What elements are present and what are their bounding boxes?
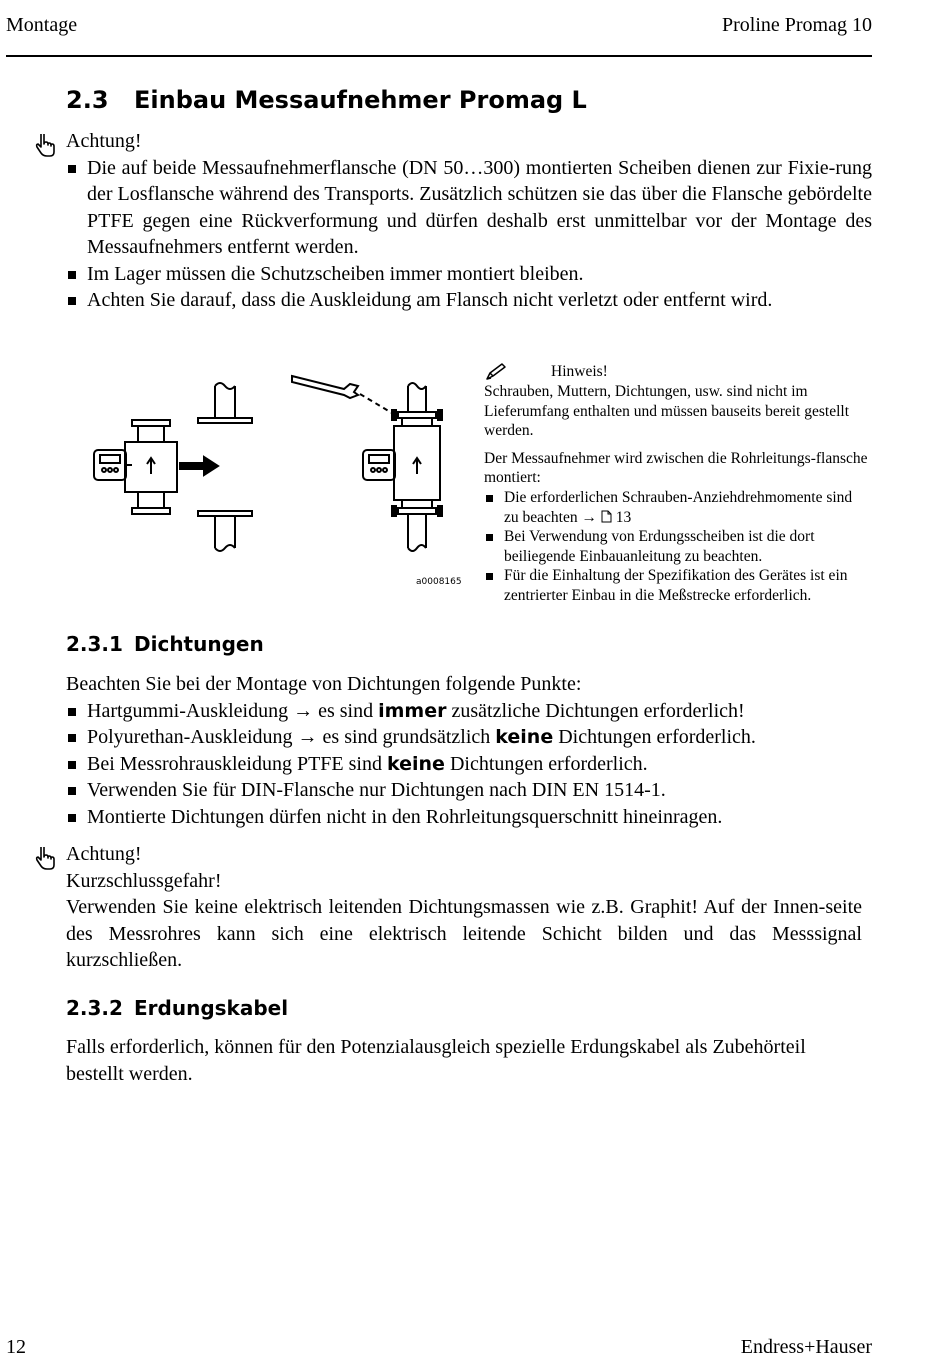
list-item-text: Dichtungen erforderlich. — [444, 752, 648, 775]
caution-block-2 — [66, 841, 862, 974]
section-number: 2.3 — [66, 86, 109, 114]
section-title: Erdungskabel — [134, 996, 289, 1020]
section-heading-2-3-2 — [66, 996, 288, 1020]
list-item-text: zusätzliche Dichtungen erforderlich! — [446, 699, 745, 722]
list-item-text: Bei Messrohrauskleidung PTFE sind — [87, 752, 387, 775]
note-label: Hinweis! — [551, 363, 608, 380]
pencil-icon — [485, 363, 509, 381]
footer-brand: Endress+Hauser — [740, 1336, 872, 1358]
caution-hand-icon — [35, 847, 57, 871]
caution-block-1 — [66, 128, 872, 314]
installation-figure — [80, 368, 470, 593]
page-icon — [601, 510, 612, 523]
caution-bullet-list — [66, 155, 872, 314]
caution-label: Achtung! — [66, 130, 142, 152]
section-number: 2.3.2 — [66, 996, 123, 1020]
list-item: Die auf beide Messaufnehmerflansche (DN 50…300) montierten Scheiben dienen zur Fixie-rung der Losflansche während des Transports. Zusätzlich schützen sie das über die Flansche gebördelte PTFE gegen eine Rückverformung und dürfen deshalb erst unmittelbar vor der Montage des Messaufnehmers entfernt werden. — [66, 155, 872, 261]
grounding-text: Falls erforderlich, können für den Potenzialausgleich spezielle Erdungskabel als Zubehörteil bestellt werden. — [66, 1036, 806, 1085]
emphasis: keine — [495, 726, 554, 748]
header-rule — [6, 55, 872, 57]
caution-subtitle: Kurzschlussgefahr! — [66, 869, 222, 892]
caution-hand-icon — [35, 134, 57, 158]
seals-block — [66, 671, 872, 830]
list-item-text: Die erforderlichen Schrauben-Anziehdrehmomente sind zu beachten — [504, 488, 853, 526]
arrow-icon: → — [581, 508, 597, 526]
caution-label: Achtung! — [66, 843, 142, 865]
section-title: Dichtungen — [134, 632, 264, 656]
list-item: Bei Verwendung von Erdungsscheiben ist die dort beiliegende Einbauanleitung zu beachten. — [484, 527, 870, 566]
list-item — [66, 698, 872, 725]
note-block — [484, 362, 870, 606]
list-item — [66, 724, 872, 751]
list-item-text: Hartgummi-Auskleidung → es sind — [87, 699, 379, 722]
running-header-product: Proline Promag 10 — [722, 14, 872, 36]
figure-id: a0008165 — [416, 577, 462, 587]
list-item: Achten Sie darauf, dass die Auskleidung am Flansch nicht verletzt oder entfernt wird. — [66, 287, 872, 314]
note-text: Schrauben, Muttern, Dichtungen, usw. sind nicht im Lieferumfang enthalten und müssen bauseits bereit gestellt werden. — [484, 383, 849, 440]
section-number: 2.3.1 — [66, 632, 123, 656]
list-item: Im Lager müssen die Schutzscheiben immer montiert bleiben. — [66, 261, 872, 288]
list-item: Für die Einhaltung der Spezifikation des Gerätes ist ein zentrierter Einbau in die Meßstrecke erforderlich. — [484, 566, 870, 605]
caution-text: Verwenden Sie keine elektrisch leitenden Dichtungsmassen wie z.B. Graphit! Auf der Innen-seite des Messrohres kann sich eine elektrisch leitende Schicht bilden und das Messsignal kurzschließen. — [66, 896, 862, 971]
page-number: 12 — [6, 1336, 26, 1358]
list-item-text: Dichtungen erforderlich. — [553, 726, 756, 748]
seals-intro: Beachten Sie bei der Montage von Dichtungen folgende Punkte: — [66, 673, 582, 695]
emphasis: immer — [378, 699, 447, 722]
list-item: Montierte Dichtungen dürfen nicht in den Rohrleitungsquerschnitt hineinragen. — [66, 804, 872, 831]
section-heading-2-3 — [66, 86, 587, 114]
section-heading-2-3-1 — [66, 632, 264, 656]
list-item: Verwenden Sie für DIN-Flansche nur Dichtungen nach DIN EN 1514-1. — [66, 777, 872, 804]
running-header-section: Montage — [6, 14, 78, 36]
section-title: Einbau Messaufnehmer Promag L — [134, 86, 587, 114]
note-bullet-list — [484, 488, 870, 606]
list-item — [484, 488, 870, 527]
emphasis: keine — [387, 752, 445, 775]
page-reference[interactable]: 13 — [615, 508, 632, 526]
note-heading — [484, 362, 870, 382]
seals-bullet-list — [66, 698, 872, 831]
list-item-text: Polyurethan-Auskleidung → es sind grundsätzlich — [87, 726, 496, 748]
note-intro: Der Messaufnehmer wird zwischen die Rohrleitungs-flansche montiert: — [484, 449, 868, 487]
list-item — [66, 751, 872, 778]
